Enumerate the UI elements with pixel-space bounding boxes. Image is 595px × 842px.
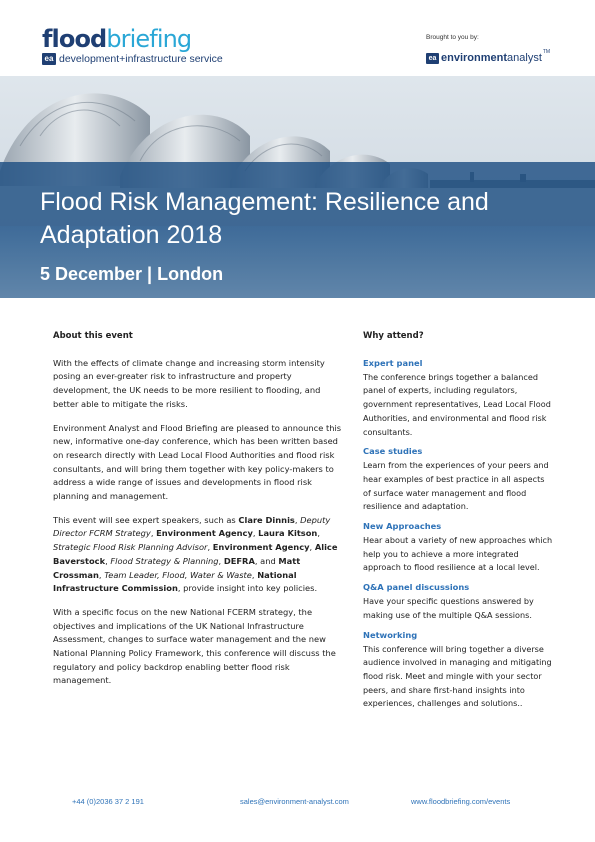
why-attend-heading: Why attend? xyxy=(363,331,424,341)
ea-badge-icon: ea xyxy=(426,53,439,64)
why-attend-section xyxy=(363,330,553,714)
about-paragraph-1: With the effects of climate change and increasing storm intensity posing an ever-greater risk to infrastructure and property development, the UK needs to be more resilient to flooding, and better able to mitigate the risks. xyxy=(53,357,325,409)
reason-title: Networking xyxy=(363,629,418,640)
speaker-name: Clare Dinnis xyxy=(238,514,295,525)
speaker-role: Flood Strategy & Planning xyxy=(110,555,219,566)
reason-text: Hear about a variety of new approaches which help you to achieve a more integrated approach to flood resilience at a local level. xyxy=(363,535,553,573)
about-paragraph-4: With a specific focus on the new National FCERM strategy, the objectives and implications of the UK National Infrastructure Assessment, changes to surface water management and the new National Planning Policy Framework, this conference will discuss the regulatory and policy backdrop enabling better flood risk management. xyxy=(53,606,336,686)
reason-title: Q&A panel discussions xyxy=(363,582,470,593)
brand-title: floodbriefing xyxy=(42,25,192,53)
floodbriefing-logo xyxy=(42,26,223,65)
about-paragraph-2: Environment Analyst and Flood Briefing are pleased to announce this new, informative one-day conference, which has been written based on research directly with Lead Local Flood Authorities and flood risk consultants, and will bring them together with key policy-makers to address a wide range of issues and developments in flood risk planning and management. xyxy=(53,422,342,502)
environment-analyst-logo: ea environment analyst TM xyxy=(426,52,550,64)
footer-phone[interactable]: +44 (0)2036 37 2 191 xyxy=(72,797,144,806)
reason-text: Learn from the experiences of your peers and hear examples of best practice in all aspects of surface water management and flood resilience and adaptation. xyxy=(363,460,549,512)
speaker-org: DEFRA xyxy=(223,555,255,566)
speaker-name: Laura Kitson xyxy=(258,528,318,539)
footer-email-link[interactable]: sales@environment-analyst.com xyxy=(240,797,349,806)
brought-by-label: Brought to you by: xyxy=(426,34,479,41)
speaker-org: National Infrastructure Commission xyxy=(53,569,297,594)
reason-text: Have your specific questions answered by making use of the multiple Q&A sessions. xyxy=(363,596,534,620)
event-title: Flood Risk Management: Resilience and Adaptation 2018 xyxy=(40,188,489,249)
speaker-role: Deputy Director FCRM Strategy xyxy=(53,514,331,539)
reason-title: New Approaches xyxy=(363,521,442,532)
hero-banner xyxy=(0,76,595,298)
about-heading: About this event xyxy=(53,331,133,341)
speaker-role: Strategic Flood Risk Planning Advisor xyxy=(53,542,208,553)
speaker-org: Environment Agency xyxy=(212,542,310,553)
about-section xyxy=(53,330,345,698)
speaker-name: Alice Baverstock xyxy=(53,542,338,566)
speaker-org: Environment Agency xyxy=(156,528,253,539)
brand-subtitle: ea development+infrastructure service xyxy=(42,53,223,65)
reason-title: Expert panel xyxy=(363,357,423,368)
reason-title: Case studies xyxy=(363,446,423,457)
speaker-role: Team Leader, Flood, Water & Waste xyxy=(104,569,252,580)
reason-text: The conference brings together a balanced panel of experts, including regulators, government representatives, Lead Local Flood Authorities, and environmental and flood risk consultants. xyxy=(363,371,551,437)
speaker-name: Matt Crossman xyxy=(53,555,301,580)
reason-text: This conference will bring together a diverse audience involved in managing and mitigating flood risk. Meet and mingle with your sector peers, and share first-hand insights into experiences, challenges and solutions.. xyxy=(363,643,552,709)
footer-website-link[interactable]: www.floodbriefing.com/events xyxy=(411,797,511,806)
ea-badge-icon: ea xyxy=(42,53,56,65)
event-date-location: 5 December | London xyxy=(40,264,224,284)
speakers-paragraph: This event will see expert speakers, such as Clare Dinnis, Deputy Director FCRM Strategy, Environment Agency, Laura Kitson, Strategic Flood Risk Planning Advisor, Environment Agency, Alice Baverstock, Flood Strategy & Planning, DEFRA, and Matt Crossman, Team Leader, Flood, Water & Waste, National Infrastructure Commission, provide insight into key policies. xyxy=(53,514,338,594)
